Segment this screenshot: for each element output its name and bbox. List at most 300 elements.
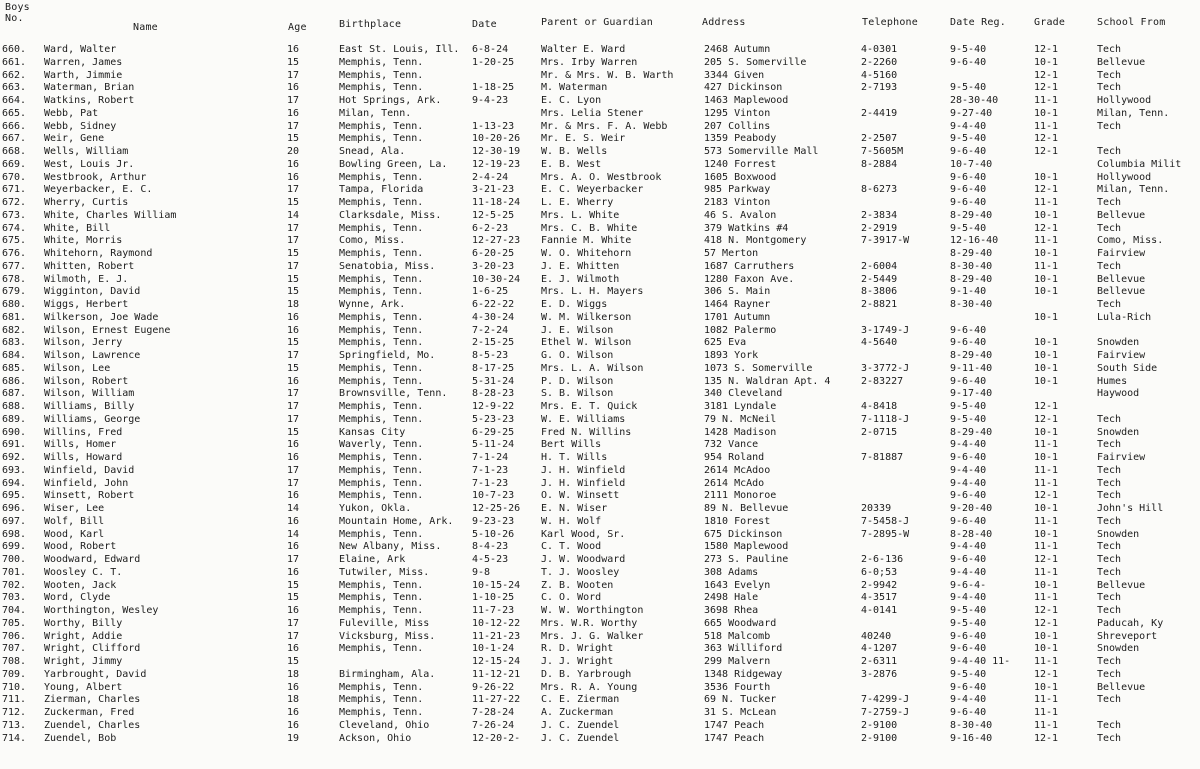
birth-date-cell: 2-4-24 (472, 171, 509, 183)
boy-name-cell: Wright, Jimmy (44, 656, 123, 667)
boy-name-cell: Wood, Robert (44, 541, 117, 553)
birth-date-cell: 1-6-25 (472, 286, 509, 298)
parent-guardian-cell: Mrs. L. White (541, 209, 620, 221)
boy-name-cell: Williams, George (44, 413, 141, 425)
date-registered-cell: 8-30-40 (950, 299, 993, 310)
table-row (0, 337, 1200, 350)
age-cell: 17 (287, 120, 300, 132)
date-registered-cell: 9-5-40 (950, 133, 987, 145)
header-age: Age (288, 22, 307, 33)
telephone-cell: 2-9100 (861, 732, 898, 744)
telephone-cell: 7-81887 (861, 452, 904, 463)
age-cell: 15 (287, 286, 300, 298)
birthplace-cell: Memphis, Tenn. (339, 490, 424, 502)
birth-date-cell: 12-15-24 (472, 656, 521, 667)
table-row (0, 274, 1200, 287)
telephone-cell: 2-7193 (861, 82, 898, 94)
header-parent: Parent or Guardian (541, 17, 653, 28)
grade-cell: 10-1 (1034, 171, 1059, 183)
birth-date-cell: 10-12-22 (472, 617, 521, 629)
boy-number-cell: 676. (2, 248, 27, 259)
parent-guardian-cell: Fred N. Willins (541, 426, 632, 438)
boy-name-cell: Wright, Addie (44, 630, 123, 642)
date-registered-cell: 9-16-40 (950, 732, 993, 744)
boy-number-cell: 697. (2, 515, 27, 527)
age-cell: 16 (287, 324, 300, 336)
school-from-cell: Tech (1097, 44, 1122, 55)
grade-cell: 10-1 (1034, 528, 1059, 540)
boy-number-cell: 714. (2, 732, 27, 744)
parent-guardian-cell: Mrs. A. O. Westbrook (541, 171, 662, 183)
telephone-cell: 7-2895-W (861, 528, 910, 540)
table-row (0, 159, 1200, 172)
age-cell: 19 (287, 732, 300, 744)
age-cell: 15 (287, 362, 300, 374)
date-registered-cell: 9-6-40 (950, 707, 987, 718)
birthplace-cell: Memphis, Tenn. (339, 56, 424, 68)
telephone-cell: 7-3917-W (861, 235, 910, 247)
boy-name-cell: Waterman, Brian (44, 82, 135, 94)
age-cell: 17 (287, 69, 300, 81)
telephone-cell: 7-5605M (861, 146, 904, 157)
school-from-cell: Tech (1097, 197, 1122, 208)
school-from-cell: Como, Miss. (1097, 235, 1164, 247)
parent-guardian-cell: Mrs. Irby Warren (541, 56, 638, 68)
address-cell: 2498 Hale (704, 592, 759, 604)
parent-guardian-cell: W. M. Wilkerson (541, 311, 632, 323)
address-cell: 1073 S. Somerville (704, 362, 813, 374)
parent-guardian-cell: M. Waterman (541, 82, 608, 94)
parent-guardian-cell: W. H. Wolf (541, 515, 602, 527)
parent-guardian-cell: Mr. E. S. Weir (541, 133, 626, 145)
address-cell: 57 Merton (704, 248, 759, 259)
birthplace-cell: Memphis, Tenn. (339, 592, 424, 604)
boy-number-cell: 672. (2, 197, 27, 208)
table-row (0, 669, 1200, 682)
boy-name-cell: Weyerbacker, E. C. (44, 184, 153, 196)
grade-cell: 11-1 (1034, 515, 1059, 527)
date-registered-cell: 9-6-40 (950, 337, 987, 349)
grade-cell: 10-1 (1034, 579, 1059, 591)
birthplace-cell: Memphis, Tenn. (339, 133, 424, 145)
parent-guardian-cell: T. J. Woosley (541, 566, 620, 578)
date-registered-cell: 9-20-40 (950, 503, 993, 514)
birth-date-cell: 12-20-2- (472, 732, 521, 744)
age-cell: 16 (287, 311, 300, 323)
age-cell: 18 (287, 694, 300, 706)
age-cell: 15 (287, 337, 300, 349)
age-cell: 17 (287, 401, 300, 412)
table-row (0, 452, 1200, 465)
boy-number-cell: 711. (2, 694, 27, 706)
date-registered-cell: 9-27-40 (950, 107, 993, 119)
table-row (0, 388, 1200, 401)
date-registered-cell: 8-30-40 (950, 719, 993, 731)
table-row (0, 70, 1200, 83)
date-registered-cell: 9-4-40 (950, 592, 987, 604)
birth-date-cell: 3-20-23 (472, 260, 515, 272)
school-from-cell: Snowden (1097, 337, 1140, 349)
age-cell: 17 (287, 477, 300, 489)
date-registered-cell: 9-6-40 (950, 554, 987, 565)
birth-date-cell: 1-18-25 (472, 82, 515, 94)
school-from-cell: Tech (1097, 566, 1122, 578)
boy-name-cell: Wilkerson, Joe Wade (44, 311, 159, 323)
birth-date-cell: 6-2-23 (472, 222, 509, 234)
parent-guardian-cell: J. C. Zuendel (541, 719, 620, 731)
address-cell: 1463 Maplewood (704, 95, 789, 106)
age-cell: 15 (287, 656, 300, 667)
birth-date-cell: 5-23-23 (472, 413, 515, 425)
age-cell: 16 (287, 158, 300, 170)
parent-guardian-cell: W. B. Wells (541, 146, 608, 157)
birth-date-cell: 10-30-24 (472, 273, 521, 285)
telephone-cell: 4-1207 (861, 643, 898, 655)
birth-date-cell: 2-15-25 (472, 337, 515, 349)
address-cell: 31 S. McLean (704, 707, 777, 718)
date-registered-cell: 9-4-40 (950, 477, 987, 489)
address-cell: 205 S. Somerville (704, 56, 807, 68)
birthplace-cell: Memphis, Tenn. (339, 579, 424, 591)
grade-cell: 11-1 (1034, 656, 1059, 667)
grade-cell: 12-1 (1034, 605, 1059, 616)
boy-name-cell: Winfield, David (44, 464, 135, 476)
address-cell: 2183 Vinton (704, 197, 771, 208)
boy-name-cell: Watkins, Robert (44, 95, 135, 106)
address-cell: 1701 Autumn (704, 311, 771, 323)
parent-guardian-cell: E. C. Lyon (541, 95, 602, 106)
date-registered-cell: 8-29-40 (950, 426, 993, 438)
date-registered-cell: 9-6-40 (950, 643, 987, 655)
age-cell: 16 (287, 439, 300, 451)
boy-number-cell: 675. (2, 235, 27, 247)
birth-date-cell: 12-30-19 (472, 146, 521, 157)
boy-number-cell: 663. (2, 82, 27, 94)
address-cell: 1464 Rayner (704, 299, 771, 310)
grade-cell: 11-1 (1034, 592, 1059, 604)
school-from-cell: Columbia Milit (1097, 158, 1182, 170)
age-cell: 15 (287, 133, 300, 145)
birth-date-cell: 6-22-22 (472, 299, 515, 310)
date-registered-cell: 8-28-40 (950, 528, 993, 540)
date-registered-cell: 9-6-40 (950, 375, 987, 387)
telephone-cell: 7-1118-J (861, 413, 910, 425)
table-row (0, 503, 1200, 516)
date-registered-cell: 9-6-40 (950, 681, 987, 693)
table-row (0, 567, 1200, 580)
grade-cell: 12-1 (1034, 413, 1059, 425)
birth-date-cell: 4-5-23 (472, 554, 509, 565)
address-cell: 732 Vance (704, 439, 759, 451)
address-cell: 1428 Madison (704, 426, 777, 438)
address-cell: 363 Williford (704, 643, 783, 655)
school-from-cell: South Side (1097, 362, 1158, 374)
parent-guardian-cell: P. D. Wilson (541, 375, 614, 387)
birthplace-cell: Memphis, Tenn. (339, 311, 424, 323)
school-from-cell: Snowden (1097, 643, 1140, 655)
address-cell: 1605 Boxwood (704, 171, 777, 183)
birthplace-cell: Birmingham, Ala. (339, 668, 436, 680)
grade-cell: 10-1 (1034, 375, 1059, 387)
grade-cell: 12-1 (1034, 554, 1059, 565)
address-cell: 3536 Fourth (704, 681, 771, 693)
birth-date-cell: 4-30-24 (472, 311, 515, 323)
date-registered-cell: 9-6-40 (950, 324, 987, 336)
boy-number-cell: 660. (2, 44, 27, 55)
address-cell: 1359 Peabody (704, 133, 777, 145)
date-registered-cell: 9-5-40 (950, 605, 987, 616)
table-row (0, 401, 1200, 414)
boy-number-cell: 662. (2, 69, 27, 81)
birth-date-cell: 12-5-25 (472, 209, 515, 221)
table-row (0, 554, 1200, 567)
date-registered-cell: 9-6-40 (950, 171, 987, 183)
age-cell: 16 (287, 171, 300, 183)
age-cell: 16 (287, 44, 300, 55)
birthplace-cell: Milan, Tenn. (339, 107, 412, 119)
birthplace-cell: Memphis, Tenn. (339, 477, 424, 489)
boy-name-cell: Williams, Billy (44, 401, 135, 412)
header-date-reg: Date Reg. (950, 17, 1006, 28)
address-cell: 340 Cleveland (704, 388, 783, 400)
boy-number-cell: 680. (2, 299, 27, 310)
table-row (0, 197, 1200, 210)
address-cell: 3181 Lyndale (704, 401, 777, 412)
address-cell: 985 Parkway (704, 184, 771, 196)
school-from-cell: Tech (1097, 82, 1122, 94)
boy-name-cell: Webb, Pat (44, 107, 99, 119)
grade-cell: 10-1 (1034, 209, 1059, 221)
birth-date-cell: 7-28-24 (472, 707, 515, 718)
birth-date-cell: 7-1-24 (472, 452, 509, 463)
school-from-cell: Tech (1097, 719, 1122, 731)
birthplace-cell: Yukon, Okla. (339, 503, 412, 514)
school-from-cell: Tech (1097, 554, 1122, 565)
age-cell: 17 (287, 464, 300, 476)
birthplace-cell: Memphis, Tenn. (339, 273, 424, 285)
parent-guardian-cell: W. W. Worthington (541, 605, 644, 616)
age-cell: 16 (287, 107, 300, 119)
boy-name-cell: Wilson, Jerry (44, 337, 123, 349)
address-cell: 2614 McAdoo (704, 464, 771, 476)
age-cell: 16 (287, 643, 300, 655)
birthplace-cell: Memphis, Tenn. (339, 707, 424, 718)
boy-name-cell: Wooten, Jack (44, 579, 117, 591)
boy-number-cell: 666. (2, 120, 27, 132)
telephone-cell: 2-3834 (861, 209, 898, 221)
birth-date-cell: 9-4-23 (472, 95, 509, 106)
table-row (0, 376, 1200, 389)
parent-guardian-cell: O. W. Winsett (541, 490, 620, 502)
boy-name-cell: Ward, Walter (44, 44, 117, 55)
grade-cell: 12-1 (1034, 133, 1059, 145)
table-row (0, 618, 1200, 631)
school-from-cell: Fairview (1097, 452, 1146, 463)
table-row (0, 465, 1200, 478)
table-row (0, 363, 1200, 376)
boy-name-cell: White, Bill (44, 222, 111, 234)
birthplace-cell: Clarksdale, Miss. (339, 209, 442, 221)
boy-name-cell: Wills, Howard (44, 452, 123, 463)
age-cell: 14 (287, 209, 300, 221)
telephone-cell: 2-6-136 (861, 554, 904, 565)
birth-date-cell: 11-21-23 (472, 630, 521, 642)
table-row (0, 478, 1200, 491)
birthplace-cell: Springfield, Mo. (339, 350, 436, 361)
boy-name-cell: Word, Clyde (44, 592, 111, 604)
grade-cell: 11-1 (1034, 707, 1059, 718)
grade-cell: 12-1 (1034, 44, 1059, 55)
address-cell: 46 S. Avalon (704, 209, 777, 221)
boy-number-cell: 661. (2, 56, 27, 68)
address-cell: 308 Adams (704, 566, 759, 578)
address-cell: 306 S. Main (704, 286, 771, 298)
boy-name-cell: Zuendel, Charles (44, 719, 141, 731)
address-cell: 69 N. Tucker (704, 694, 777, 706)
parent-guardian-cell: E. J. Wilmoth (541, 273, 620, 285)
school-from-cell: Tech (1097, 490, 1122, 502)
boy-number-cell: 681. (2, 311, 27, 323)
birth-date-cell: 11-12-21 (472, 668, 521, 680)
date-registered-cell: 9-6-40 (950, 630, 987, 642)
date-registered-cell: 9-5-40 (950, 222, 987, 234)
boy-name-cell: Wood, Karl (44, 528, 105, 540)
birthplace-cell: Memphis, Tenn. (339, 197, 424, 208)
register-rows (0, 44, 1200, 745)
parent-guardian-cell: L. E. Wherry (541, 197, 614, 208)
grade-cell: 11-1 (1034, 541, 1059, 553)
address-cell: 1348 Ridgeway (704, 668, 783, 680)
date-registered-cell: 9-4-40 11- (950, 656, 1011, 667)
address-cell: 665 Woodward (704, 617, 777, 629)
school-from-cell: Shreveport (1097, 630, 1158, 642)
age-cell: 14 (287, 528, 300, 540)
age-cell: 17 (287, 554, 300, 565)
table-row (0, 694, 1200, 707)
birth-date-cell: 12-25-26 (472, 503, 521, 514)
table-row (0, 121, 1200, 134)
boy-number-cell: 708. (2, 656, 27, 667)
age-cell: 17 (287, 95, 300, 106)
telephone-cell: 4-8418 (861, 401, 898, 412)
parent-guardian-cell: Fannie M. White (541, 235, 632, 247)
parent-guardian-cell: S. B. Wilson (541, 388, 614, 400)
birthplace-cell: Memphis, Tenn. (339, 337, 424, 349)
grade-cell: 10-1 (1034, 350, 1059, 361)
boy-number-cell: 677. (2, 260, 27, 272)
boy-number-cell: 682. (2, 324, 27, 336)
grade-cell: 11-1 (1034, 197, 1059, 208)
school-from-cell: Bellevue (1097, 681, 1146, 693)
birth-date-cell: 5-11-24 (472, 439, 515, 451)
school-from-cell: Hollywood (1097, 171, 1152, 183)
birth-date-cell: 5-31-24 (472, 375, 515, 387)
address-cell: 135 N. Waldran Apt. 4 (704, 375, 831, 387)
date-registered-cell: 9-6-40 (950, 515, 987, 527)
address-cell: 1643 Evelyn (704, 579, 771, 591)
boy-number-cell: 689. (2, 413, 27, 425)
address-cell: 1687 Carruthers (704, 260, 795, 272)
school-from-cell: Tech (1097, 541, 1122, 553)
boy-number-cell: 692. (2, 452, 27, 463)
parent-guardian-cell: W. E. Williams (541, 413, 626, 425)
parent-guardian-cell: Karl Wood, Sr. (541, 528, 626, 540)
school-from-cell: Snowden (1097, 528, 1140, 540)
parent-guardian-cell: C. E. Zierman (541, 694, 620, 706)
birthplace-cell: Elaine, Ark (339, 554, 406, 565)
date-registered-cell: 9-4-40 (950, 566, 987, 578)
parent-guardian-cell: Mrs. E. T. Quick (541, 401, 638, 412)
parent-guardian-cell: J. C. Zuendel (541, 732, 620, 744)
grade-cell: 12-1 (1034, 222, 1059, 234)
header-birthplace: Birthplace (339, 19, 402, 30)
birthplace-cell: Waverly, Tenn. (339, 439, 424, 451)
telephone-cell: 4-3517 (861, 592, 898, 604)
birthplace-cell: Memphis, Tenn. (339, 69, 424, 81)
school-from-cell: Fairview (1097, 248, 1146, 259)
boy-number-cell: 664. (2, 95, 27, 106)
table-row (0, 133, 1200, 146)
grade-cell: 12-1 (1034, 184, 1059, 196)
address-cell: 79 N. McNeil (704, 413, 777, 425)
address-cell: 675 Dickinson (704, 528, 783, 540)
date-registered-cell: 9-5-40 (950, 44, 987, 55)
school-from-cell: Humes (1097, 375, 1128, 387)
telephone-cell: 4-5160 (861, 69, 898, 81)
boy-name-cell: Winsett, Robert (44, 490, 135, 502)
boy-number-cell: 685. (2, 362, 27, 374)
boy-number-cell: 710. (2, 681, 27, 693)
telephone-cell: 4-5640 (861, 337, 898, 349)
birthplace-cell: Memphis, Tenn. (339, 171, 424, 183)
table-row (0, 261, 1200, 274)
birth-date-cell: 6-20-25 (472, 248, 515, 259)
grade-cell: 11-1 (1034, 566, 1059, 578)
birth-date-cell: 1-20-25 (472, 56, 515, 68)
birthplace-cell: Memphis, Tenn. (339, 681, 424, 693)
table-row (0, 682, 1200, 695)
grade-cell: 10-1 (1034, 362, 1059, 374)
age-cell: 15 (287, 592, 300, 604)
table-row (0, 350, 1200, 363)
grade-cell: 12-1 (1034, 732, 1059, 744)
grade-cell: 10-1 (1034, 273, 1059, 285)
birth-date-cell: 6-29-25 (472, 426, 515, 438)
table-row (0, 541, 1200, 554)
birth-date-cell: 9-8 (472, 566, 491, 578)
age-cell: 17 (287, 222, 300, 234)
date-registered-cell: 9-5-40 (950, 668, 987, 680)
school-from-cell: Milan, Tenn. (1097, 107, 1170, 119)
age-cell: 16 (287, 82, 300, 94)
table-row (0, 146, 1200, 159)
boy-name-cell: Willins, Fred (44, 426, 123, 438)
age-cell: 15 (287, 56, 300, 68)
birth-date-cell: 7-26-24 (472, 719, 515, 731)
grade-cell: 10-1 (1034, 630, 1059, 642)
table-row (0, 57, 1200, 70)
parent-guardian-cell: Mrs. C. B. White (541, 222, 638, 234)
grade-cell: 12-1 (1034, 668, 1059, 680)
table-row (0, 656, 1200, 669)
boy-name-cell: Warren, James (44, 56, 123, 68)
birthplace-cell: Mountain Home, Ark. (339, 515, 454, 527)
age-cell: 17 (287, 235, 300, 247)
parent-guardian-cell: C. O. Word (541, 592, 602, 604)
birthplace-cell: Memphis, Tenn. (339, 222, 424, 234)
birth-date-cell: 10-15-24 (472, 579, 521, 591)
school-from-cell: Tech (1097, 477, 1122, 489)
